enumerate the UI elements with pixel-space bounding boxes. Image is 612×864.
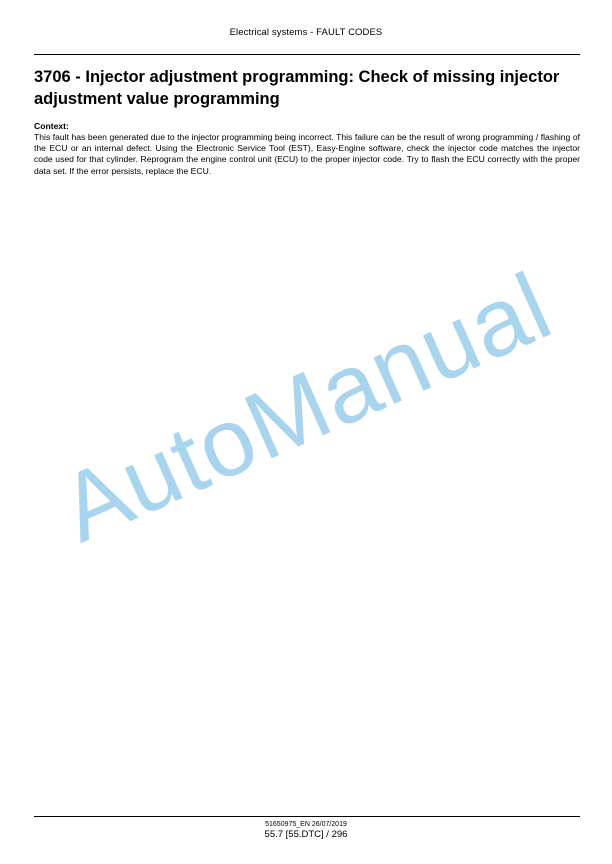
watermark: AutoManual [45,252,567,563]
running-header: Electrical systems - FAULT CODES [229,27,383,38]
document-reference: 51650975_EN 26/07/2019 [265,821,347,828]
page-footer [0,820,612,841]
page-number: 55.7 [55.DTC] / 296 [264,829,348,840]
page-title: 3706 - Injector adjustment programming: Check of missing injector adjustment value programming [34,68,560,108]
header-divider [34,54,580,55]
footer-divider [34,816,580,817]
context-body: This fault has been generated due to the injector programming being incorrect. This failure can be the result of wrong programming / flashing of the ECU or an internal defect. Using the Electronic Service Tool (EST), Easy-Engine software, check the injector code matches the injector code used for that cylinder. Reprogram the engine control unit (ECU) to the proper injector code. Try to flash the ECU correctly with the proper data set. If the error persists, replace the ECU. [34,132,580,176]
context-heading: Context: [34,121,69,131]
context-section [34,121,580,177]
